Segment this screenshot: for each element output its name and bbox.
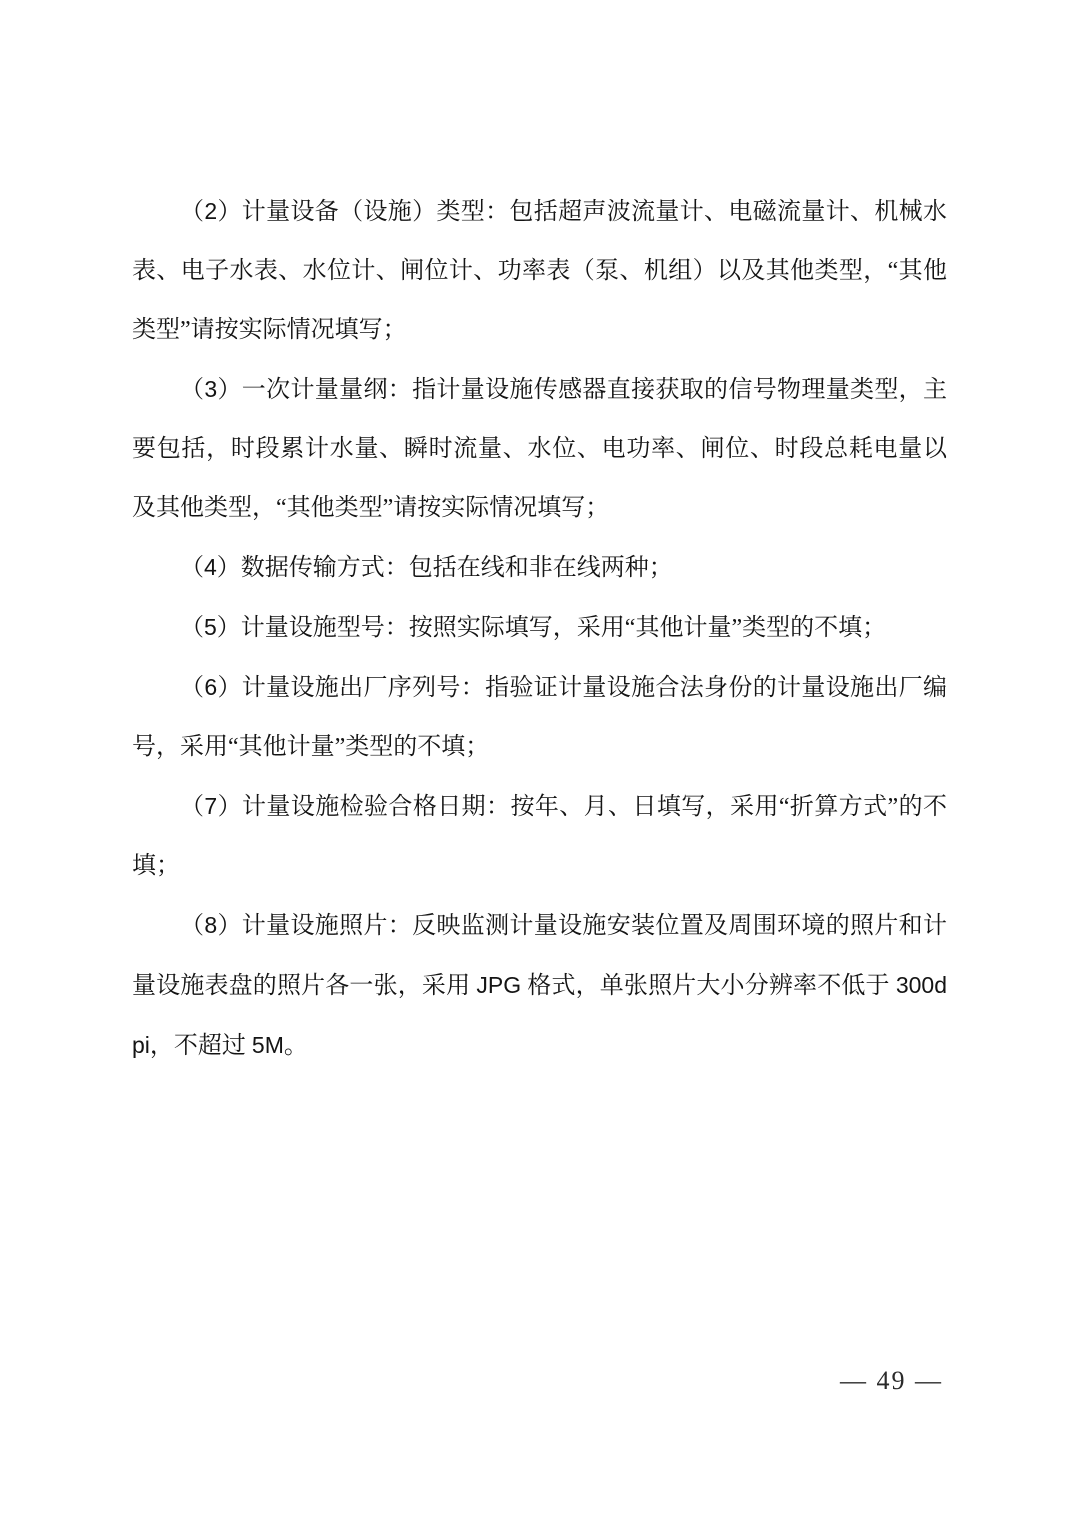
page-number: — 49 — xyxy=(840,1366,943,1395)
paragraph: （5）计量设施型号：按照实际填写，采用“其他计量”类型的不填； xyxy=(180,614,887,641)
latin-text: 2 xyxy=(204,198,218,224)
paragraph: （2）计量设备（设施）类型：包括超声波流量计、电磁流量计、机械水表、电子水表、水位计、闸位计、功率表（泵、机组）以及其他类型，“其他类型”请按实际情况填写； xyxy=(132,198,948,343)
document-body xyxy=(132,182,947,1076)
latin-text: 300dpi xyxy=(132,972,948,1058)
paragraph: （7）计量设施检验合格日期：按年、月、日填写，采用“折算方式”的不填； xyxy=(132,793,947,879)
latin-text: 8 xyxy=(204,912,218,938)
paragraph: （6）计量设施出厂序列号：指验证计量设施合法身份的计量设施出厂编号，采用“其他计量”类型的不填； xyxy=(132,674,948,760)
latin-text: JPG xyxy=(476,972,522,998)
latin-text: 7 xyxy=(204,793,218,819)
latin-text: 4 xyxy=(204,554,217,580)
paragraph: （3）一次计量量纲：指计量设施传感器直接获取的信号物理量类型，主要包括，时段累计水量、瞬时流量、水位、电功率、闸位、时段总耗电量以及其他类型，“其他类型”请按实际情况填写； xyxy=(132,376,948,521)
paragraph: （4）数据传输方式：包括在线和非在线两种； xyxy=(180,554,673,581)
latin-text: 6 xyxy=(204,674,218,700)
latin-text: 3 xyxy=(204,376,218,402)
latin-text: 5M xyxy=(251,1032,284,1058)
latin-text: 5 xyxy=(204,614,217,640)
paragraph: （8）计量设施照片：反映监测计量设施安装位置及周围环境的照片和计量设施表盘的照片各一张，采用 JPG 格式，单张照片大小分辨率不低于 300dpi，不超过 5M。 xyxy=(132,912,948,1059)
